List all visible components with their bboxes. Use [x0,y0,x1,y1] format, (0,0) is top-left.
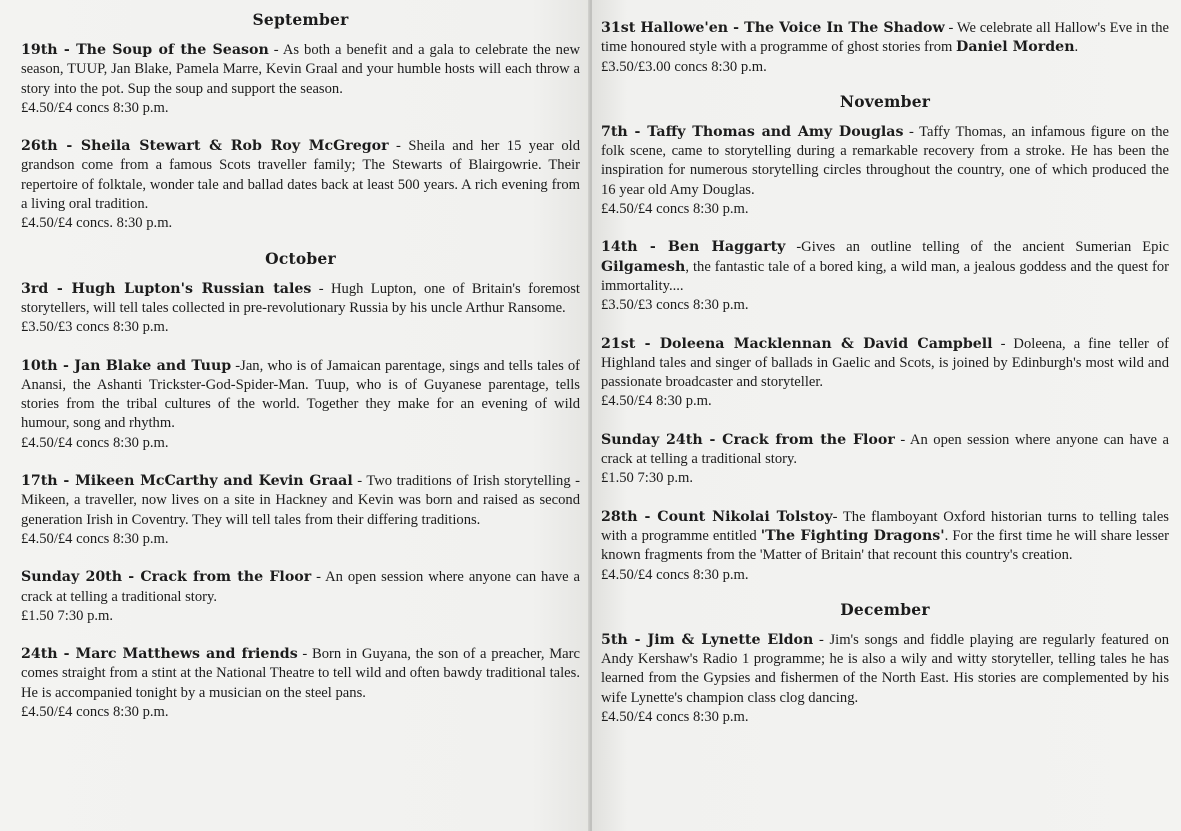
event-entry [601,431,1169,489]
event-entry [21,568,580,626]
event-entry [21,280,580,338]
event-price: £1.50 7:30 p.m. [601,470,694,487]
event-description: - As both a benefit and a gala to celebrate the new season, TUUP, Jan Blake, Pamela Marre, Kevin Graal and your humble hosts will each throw a story into the pot. Sup the soup and support the season. [21,42,580,97]
event-title: 5th - Jim & Lynette Eldon [601,631,814,648]
event-description-end: . [1074,39,1079,56]
event-price: £3.50/£3.00 concs 8:30 p.m. [601,58,767,75]
event-entry [21,645,580,722]
event-entry [21,137,580,233]
month-heading-december: December [840,599,930,619]
event-description: - Doleena, a fine teller of Highland tales and singer of ballads in Gaelic and Scots, is joined by Edinburgh's most wild and passionate broadcaster and storyteller. [601,335,1169,391]
event-price: £3.50/£3 concs 8:30 p.m. [601,297,749,314]
event-entry [601,238,1169,315]
event-price: £4.50/£4 concs 8:30 p.m. [601,201,749,218]
event-title: 7th - Taffy Thomas and Amy Douglas [601,123,904,140]
month-heading-october: October [265,248,336,268]
event-entry [21,472,580,549]
month-heading-november: November [839,91,931,111]
right-page [592,0,1181,831]
event-entry [601,335,1169,412]
event-title: Sunday 24th - Crack from the Floor [601,431,895,448]
event-price: £4.50/£4 concs 8:30 p.m. [21,434,169,451]
event-price: £4.50/£4 concs 8:30 p.m. [601,566,749,583]
event-description: - Taffy Thomas, an infamous figure on the folk scene, came to storytelling during a remarkable recovery from a stroke. He has been the inspiration for numerous storytelling circles throughout the country, one of which produced the 16 year old Amy Douglas. [601,123,1169,198]
event-entry [601,508,1169,585]
event-title: 31st Hallowe'en - The Voice In The Shadow [601,20,945,36]
event-price: £4.50/£4 concs 8:30 p.m. [21,704,169,721]
programme-title: 'The Fighting Dragons' [760,527,945,544]
event-title: Sunday 20th - Crack from the Floor [21,569,312,586]
event-price: £4.50/£4 concs. 8:30 p.m. [21,215,173,232]
event-entry [21,41,580,118]
epic-title: Gilgamesh [601,258,686,275]
event-description: - Hugh Lupton, one of Britain's foremost storytellers, will tell tales collected in pre-revolutionary Russia by his uncle Arthur Ransome. [21,280,580,316]
event-title: 26th - Sheila Stewart & Rob Roy McGregor [21,138,389,155]
event-title: 24th - Marc Matthews and friends [21,646,298,663]
event-description-end: . For the first time he will share lesser known fragments from the 'Matter of Britain' that recount this country's creation. [601,527,1169,564]
event-price: £4.50/£4 concs 8:30 p.m. [601,709,749,726]
event-title: 3rd - Hugh Lupton's Russian tales [21,280,312,297]
event-title: 10th - Jan Blake and Tuup [21,357,232,374]
event-description: - Born in Guyana, the son of a preacher, Marc comes straight from a stint at the National Theatre to tell wild and often bawdy traditional tales. He is accompanied tonight by a musician on the steel pans. [21,646,580,701]
event-description: - We celebrate all Hallow's Eve in the time honoured style with a programme of ghost stories from [601,20,1169,56]
event-entry [601,123,1169,219]
performer-name: Daniel Morden [956,39,1075,56]
event-description-end: , the fantastic tale of a bored king, a wild man, a jealous goddess and the quest for immortality.... [601,258,1169,294]
event-price: £3.50/£3 concs 8:30 p.m. [21,319,169,336]
event-price: £4.50/£4 concs 8:30 p.m. [21,99,169,116]
event-title: 28th - Count Nikolai Tolstoy [601,508,833,525]
event-description: -Gives an outline telling of the ancient Sumerian Epic [785,239,1169,256]
event-entry [601,631,1169,727]
event-description: - The flamboyant Oxford historian turns to telling tales with a programme entitled [601,508,1169,544]
event-entry [601,19,1169,77]
event-price: £1.50 7:30 p.m. [21,607,114,624]
event-description: - Sheila and her 15 year old grandson come from a famous Scots traveller family; The Stewarts of Blairgowrie. Their repertoire of folktale, wonder tale and ballad dates back at least 500 years. A rich evening from a living oral tradition. [21,138,580,213]
event-title: 17th - Mikeen McCarthy and Kevin Graal [21,473,353,490]
event-title: 14th - Ben Haggarty [601,239,786,256]
event-description: -Jan, who is of Jamaican parentage, sings and tells tales of Anansi, the Ashanti Trickster-God-Spider-Man. Tuup, who is of Guyanese parentage, tells stories from the tribal cultures of the world. Together they make for an evening of wild humour, song and rhythm. [21,357,580,432]
event-description: - Two traditions of Irish storytelling - Mikeen, a traveller, now lives on a site in Hackney and Kevin was born and raised as second generation Irish in Coventry. They will tell tales from their differing traditions. [21,473,580,528]
event-description: - An open session where anyone can have a crack at telling a traditional story. [601,431,1169,468]
event-description: - An open session where anyone can have a crack at telling a traditional story. [21,569,580,605]
event-title: 19th - The Soup of the Season [21,42,269,58]
event-price: £4.50/£4 concs 8:30 p.m. [21,530,169,547]
event-price: £4.50/£4 8:30 p.m. [601,393,712,410]
month-heading-september: September [252,10,349,29]
event-entry [21,357,580,453]
event-description: - Jim's songs and fiddle playing are regularly featured on Andy Kershaw's Radio 1 programme; he is also a wily and witty storyteller, telling tales he has learned from the Gypsies and fishermen of the North East. His stories are complemented by his wife Lynette's champion class clog dancing. [601,631,1169,706]
event-title: 21st - Doleena Macklennan & David Campbell [601,335,993,352]
